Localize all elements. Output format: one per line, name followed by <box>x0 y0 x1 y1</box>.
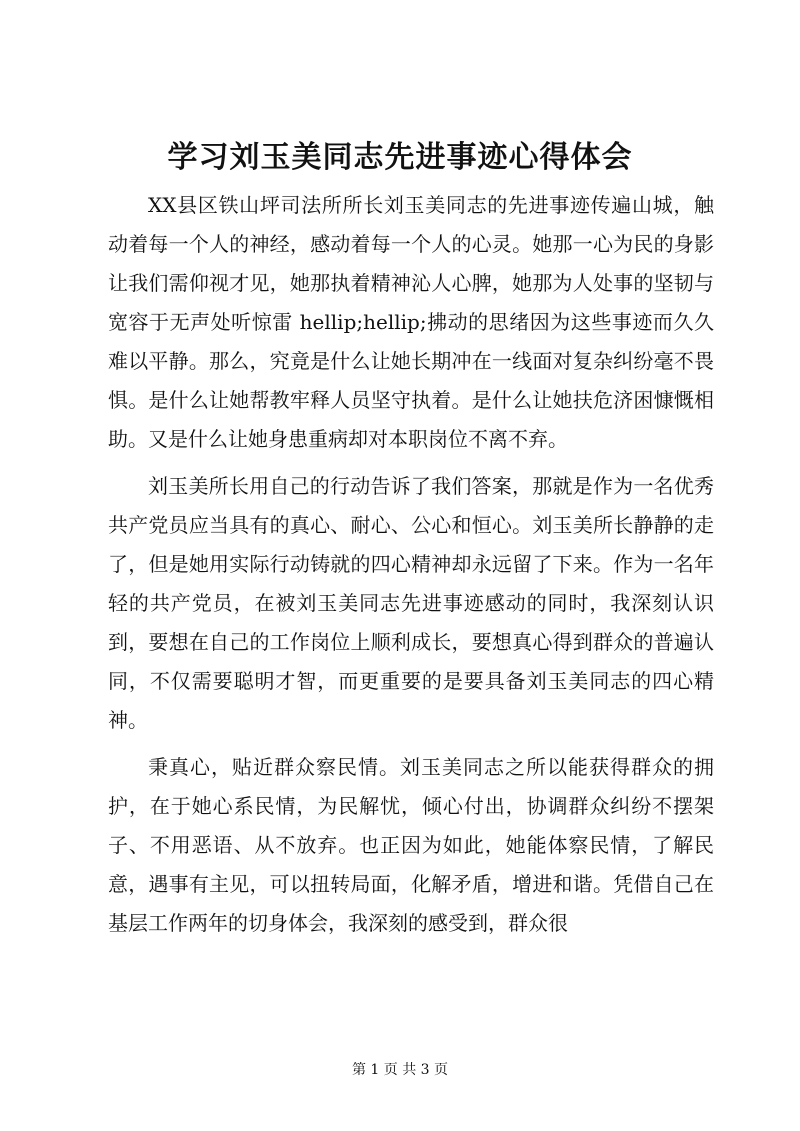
paragraph-1: XX县区铁山坪司法所所长刘玉美同志的先进事迹传遍山城，触动着每一个人的神经，感动着每一个人的心灵。她那一心为民的身影让我们需仰视才见，她那执着精神沁人心脾，她那为人处事的坚韧与宽容于无声处听惊雷 hellip;hellip;拂动的思绪因为这些事迹而久久难以平静。那么，究竟是什么让她长期冲在一线面对复杂纠纷毫不畏惧。是什么让她帮教牢释人员坚守执着。是什么让她扶危济困慷慨相助。又是什么让她身患重病却对本职岗位不离不弃。 <box>108 193 714 451</box>
document-body <box>108 186 714 951</box>
document-title: 学习刘玉美同志先进事迹心得体会 <box>167 140 633 175</box>
paragraph-3: 秉真心，贴近群众察民情。刘玉美同志之所以能获得群众的拥护，在于她心系民情，为民解忧，倾心付出，协调群众纠纷不摆架子、不用恶语、从不放弃。也正因为如此，她能体察民情，了解民意，遇事有主见，可以扭转局面，化解矛盾，增进和谐。凭借自己在基层工作两年的切身体会，我深刻的感受到，群众很 <box>108 755 714 935</box>
page-footer: 第 1 页 共 3 页 <box>351 1062 449 1078</box>
paragraph-2: 刘玉美所长用自己的行动告诉了我们答案，那就是作为一名优秀共产党员应当具有的真心、耐心、公心和恒心。刘玉美所长静静的走了，但是她用实际行动铸就的四心精神却永远留了下来。作为一名年轻的共产党员，在被刘玉美同志先进事迹感动的同时，我深刻认识到，要想在自己的工作岗位上顺利成长，要想真心得到群众的普遍认同，不仅需要聪明才智，而更重要的是要具备刘玉美同志的四心精神。 <box>108 474 714 732</box>
